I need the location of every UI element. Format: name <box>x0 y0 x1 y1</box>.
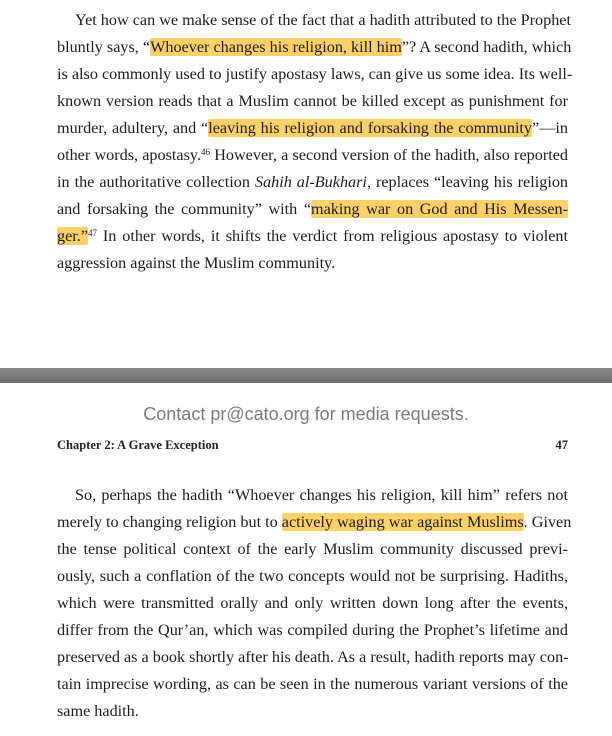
text-line <box>57 619 568 641</box>
text-span: aggression against the Muslim community. <box>57 254 336 272</box>
text-span: the tense political context of the early Muslim community discussed previ- <box>57 540 568 558</box>
text-line <box>57 144 568 166</box>
text-line <box>57 90 568 112</box>
text-line <box>57 565 568 587</box>
footnote-ref[interactable]: 47 <box>88 228 98 239</box>
text-line <box>75 484 568 506</box>
footnote-ref[interactable]: 46 <box>201 147 210 158</box>
text-span: So, perhaps the hadith “Whoever changes his religion, kill him” refers not <box>75 486 568 504</box>
text-span: ously, such a conflation of the two concepts would not be surprising. Hadiths, <box>57 567 568 585</box>
text-span: Yet how can we make sense of the fact that a hadith attributed to the Prophet <box>75 11 571 29</box>
text-span: ”? A second hadith, which <box>401 38 572 56</box>
text-line <box>57 198 568 220</box>
highlighted-text[interactable]: leaving his religion and forsaking the community <box>208 119 533 137</box>
text-line <box>57 592 568 614</box>
text-span: However, a second version of the hadith, also reported <box>210 146 568 164</box>
text-line <box>57 117 568 139</box>
italic-title: Sahih al-Bukhari <box>254 173 367 191</box>
page-separator <box>0 368 612 383</box>
text-line <box>57 511 572 533</box>
highlighted-text[interactable]: ger.” <box>57 227 89 245</box>
text-line <box>57 171 568 193</box>
text-line <box>57 700 568 722</box>
text-line <box>57 673 568 695</box>
highlighted-text[interactable]: actively waging war against Muslims <box>281 513 524 531</box>
text-span: known version reads that a Muslim cannot be killed except as punishment for <box>57 92 568 110</box>
text-line <box>57 538 568 560</box>
text-span: and forsaking the community” with “ <box>57 200 312 218</box>
text-span: . Given <box>523 513 572 531</box>
text-span: , replaces “leaving his religion <box>366 173 569 191</box>
text-line <box>57 63 573 85</box>
text-span: in the authoritative collection <box>57 173 255 191</box>
text-line <box>75 9 571 31</box>
text-span: murder, adultery, and “ <box>57 119 209 137</box>
running-head-chapter: Chapter 2: A Grave Exception <box>57 438 219 452</box>
text-line <box>57 646 568 668</box>
text-span: which were transmitted orally and only written down long after the events, <box>57 594 568 612</box>
text-span: other words, apostasy. <box>57 146 201 164</box>
text-span: is also commonly used to justify apostasy laws, can give us some idea. Its well- <box>57 65 573 83</box>
text-line <box>57 225 568 247</box>
text-span: differ from the Qur’an, which was compiled during the Prophet’s lifetime and <box>57 621 568 639</box>
text-span: tain imprecise wording, as can be seen in the numerous variant versions of the <box>57 675 568 693</box>
text-line <box>57 252 568 274</box>
text-span: In other words, it shifts the verdict from religious apostasy to violent <box>97 227 568 245</box>
highlighted-text[interactable]: making war on God and His Messen- <box>311 200 569 218</box>
page-number: 47 <box>555 438 568 452</box>
highlighted-text[interactable]: Whoever changes his religion, kill him <box>150 38 402 56</box>
text-span: bluntly says, “ <box>57 38 151 56</box>
contact-watermark: Contact pr@cato.org for media requests. <box>143 404 469 424</box>
text-span: merely to changing religion but to <box>57 513 282 531</box>
text-span: ”—in <box>532 119 568 137</box>
text-span: same hadith. <box>57 702 139 720</box>
text-span: preserved as a book shortly after his death. As a result, hadith reports may con- <box>57 648 569 666</box>
text-line <box>57 36 572 58</box>
